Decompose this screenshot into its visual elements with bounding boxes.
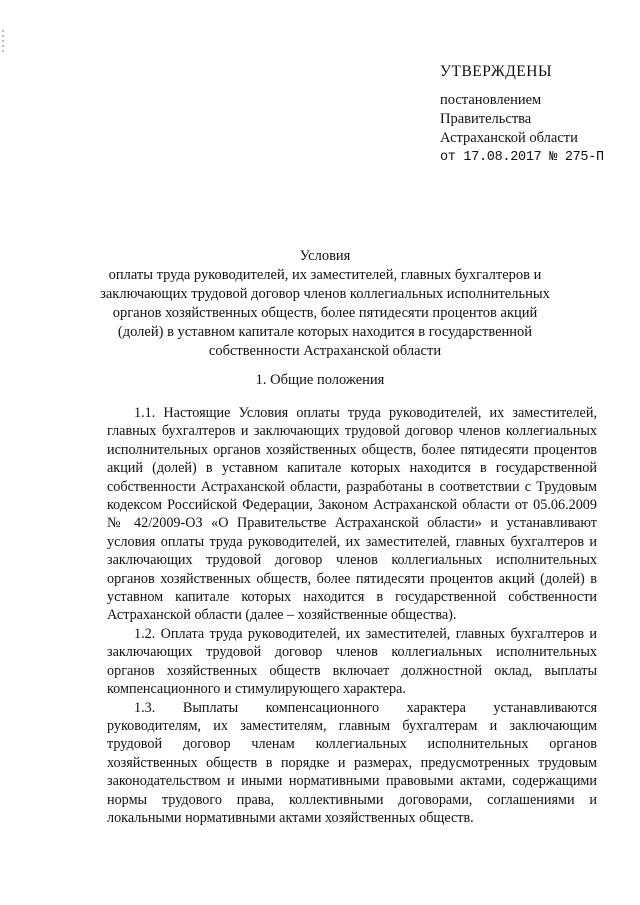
- approval-line-3: Астраханской области: [440, 130, 578, 146]
- approval-stamp: [440, 62, 604, 167]
- approval-line-2: Правительства: [440, 111, 532, 127]
- section-heading: 1. Общие положения: [255, 372, 385, 388]
- approval-date-number: от 17.08.2017 № 275-П: [440, 150, 604, 165]
- document-title: [90, 247, 560, 361]
- title-line-1: Условия: [299, 248, 351, 264]
- title-line-2: оплаты труда руководителей, их заместителей, главных бухгалтеров и заключающих трудовой договор членов коллегиальных исполнительных органов хозяйственных обществ, более пятидесяти процентов акций (долей) в уставном капитале которых находится в государственной собственности Астраханской области: [100, 267, 550, 359]
- approval-heading: УТВЕРЖДЕНЫ: [440, 63, 552, 80]
- paragraph-1-2: 1.2. Оплата труда руководителей, их заместителей, главных бухгалтеров и заключающих трудовой договор членов коллегиальных исполнительных органов хозяйственных обществ включает должностной оклад, выплаты компенсационного и стимулирующего характера.: [107, 625, 597, 698]
- paragraph-1-3: 1.3. Выплаты компенсационного характера устанавливаются руководителям, их заместителям, главным бухгалтерам и заключающим трудовой договор членам коллегиальных исполнительных органов хозяйственных обществ в порядке и размерах, предусмотренных трудовым законодательством и иными нормативными правовыми актами, содержащими нормы трудового права, коллективными договорами, соглашениями и локальными нормативными актами хозяйственных обществ.: [107, 699, 597, 826]
- paragraph-1-1: 1.1. Настоящие Условия оплаты труда руководителей, их заместителей, главных бухгалтеров и заключающих трудовой договор членов коллегиальных исполнительных органов хозяйственных обществ, более пятидесяти процентов акций (долей) в уставном капитале которых находится в государственной собственности Астраханской области, разработаны в соответствии с Трудовым кодексом Российской Федерации, Законом Астраханской области от 05.06.2009 № 42/2009-ОЗ «О Правительстве Астраханской области» и устанавливают условия оплаты труда руководителей, их заместителей, главных бухгалтеров и заключающих трудовой договор членов коллегиальных исполнительных органов хозяйственных обществ, более пятидесяти процентов акций (долей) в уставном капитале которых находится в государственной собственности Астраханской области (далее – хозяйственные общества).: [107, 405, 597, 624]
- scan-mark: [2, 30, 4, 52]
- approval-line-1: постановлением: [440, 92, 542, 108]
- section-body: [107, 404, 597, 827]
